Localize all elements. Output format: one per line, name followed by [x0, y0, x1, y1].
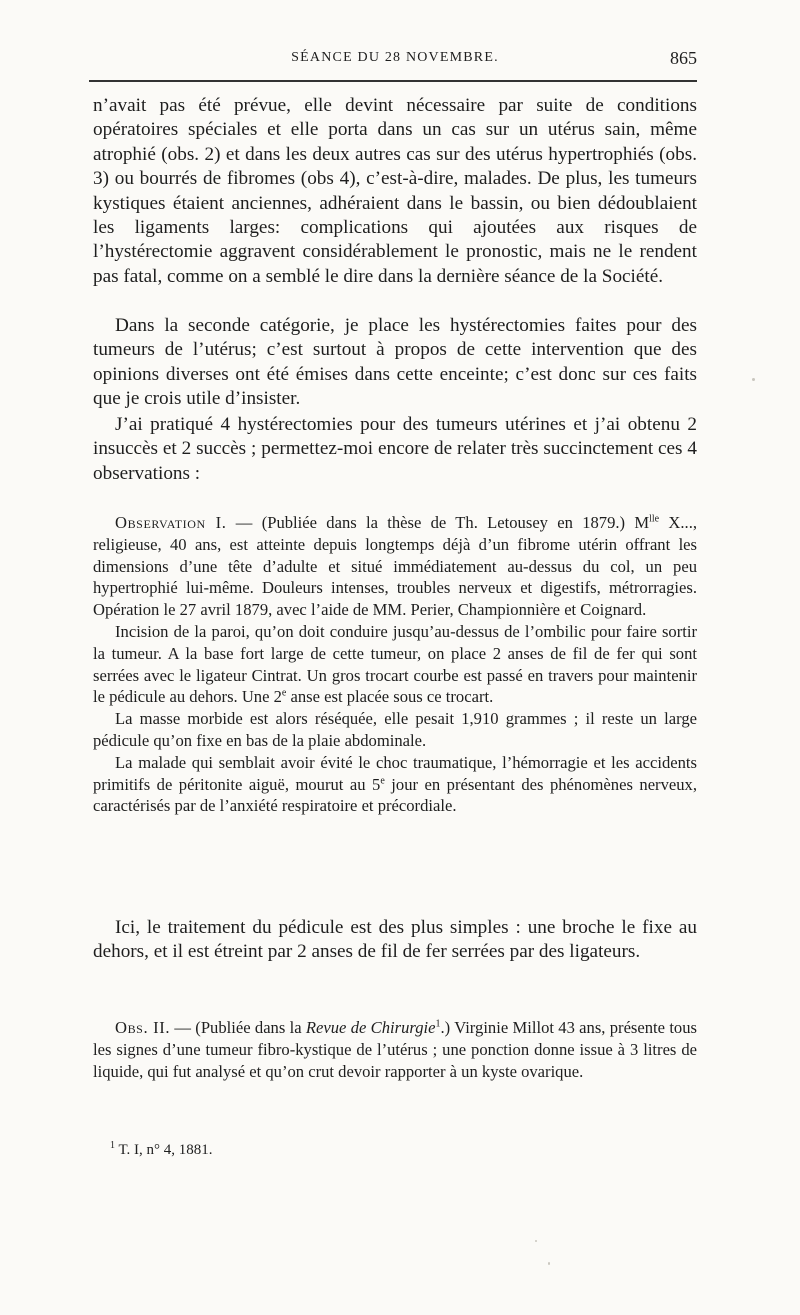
paragraph-continuation: n’avait pas été prévue, elle devint nécessaire par suite de conditions opératoires spéciales et elle porta dans un cas sur un utérus sain, même atrophié (obs. 2) et dans les deux autres cas sur des utérus hypertrophiés (obs. 3) ou bourrés de fibromes (obs 4), c’est-à-dire, malades. De plus, les tumeurs kystiques étaient anciennes, adhéraient dans le bassin, ou bien dédoublaient les ligaments larges: complications qui ajoutées aux risques de l’hystérectomie aggravent considérablement le pronostic, mais ne le rendent pas fatal, comme on a semblé le dire dans la dernière séance de la Société. — [93, 95, 697, 287]
observation-1 — [93, 512, 697, 817]
paper-speck — [548, 1262, 550, 1265]
observation-1-outcome: La malade qui semblait avoir évité le choc traumatique, l’hémorragie et les accidents primitifs de péritonite aiguë, mourut au 5e jour en présentant des phénomènes nerveux, caractérisés par de l’anxiété respiratoire et précordiale. — [93, 752, 697, 816]
observation-2 — [93, 1017, 697, 1082]
paragraph-commentary: Ici, le traitement du pédicule est des plus simples : une broche le fixe au dehors, et il est étreint par 2 anses de fil de fer serrées par des ligateurs. — [93, 917, 697, 963]
paper-speck — [535, 1240, 537, 1242]
footnote — [110, 1142, 213, 1159]
observation-1-resection: La masse morbide est alors réséquée, elle pesait 1,910 grammes ; il reste un large pédicule qu’on fixe en bas de la plaie abdominale. — [93, 709, 697, 750]
footnote-reference: 1 — [435, 1018, 441, 1030]
header-rule — [89, 80, 697, 82]
journal-title: Revue de Chirurgie — [305, 1018, 436, 1037]
running-title: SÉANCE DU 28 NOVEMBRE. — [291, 50, 499, 65]
footnote-text: T. I, n° 4, 1881. — [115, 1142, 213, 1158]
footnote-mark: 1 — [110, 1140, 115, 1151]
paper-speck — [752, 378, 755, 381]
paragraph-second-category: Dans la seconde catégorie, je place les hystérectomies faites pour des tumeurs de l’utérus; c’est surtout à propos de cette intervention que des opinions diverses ont été émises dans cette enceinte; c’est donc sur ces faits que je crois utile d’insister. — [93, 315, 697, 410]
page-header — [93, 50, 697, 74]
page-number: 865 — [670, 48, 697, 68]
observation-2-label: Obs. II. — [115, 1018, 171, 1037]
paragraph-four-hysterectomies: J’ai pratiqué 4 hystérectomies pour des tumeurs utérines et j’ai obtenu 2 insuccès et 2 succès ; permettez-moi encore de relater très succinctement ces 4 observations : — [93, 414, 697, 484]
observation-1-intro: Observation I. — (Publiée dans la thèse de Th. Letousey en 1879.) $M^{lle}$ X..., religieuse, 40 ans, est atteinte depuis longtemps déjà d’un fibrome utérin offrant les dimensions d’une tête d’adulte et situé immédiatement au-dessus du col, un peu hypertrophié lui-même. Douleurs intenses, troubles nerveux et digestifs, métrorragies. Opération le 27 avril 1879, avec l’aide de MM. Perier, Championnière et Coignard. — [93, 513, 697, 620]
observation-1-label: Observation I. — [115, 513, 227, 532]
observation-2-text: Obs. II. — (Publiée dans la Revue de Chirurgie$^1$.) Virginie Millot 43 ans, présente tous les signes d’une tumeur fibro-kystique de l’utérus ; une ponction donne issue à 3 litres de liquide, qui fut analysé et qu’on crut devoir rapporter à un kyste ovarique. — [93, 1018, 697, 1081]
observation-1-incision: Incision de la paroi, qu’on doit conduire jusqu’au-dessus de l’ombilic pour faire sortir la tumeur. A la base fort large de cette tumeur, on place 2 anses de fil de fer qui sont serrées avec le ligateur Cintrat. Un gros trocart courbe est passé en travers pour maintenir le pédicule au dehors. Une 2e anse est placée sous ce trocart. — [93, 621, 697, 707]
